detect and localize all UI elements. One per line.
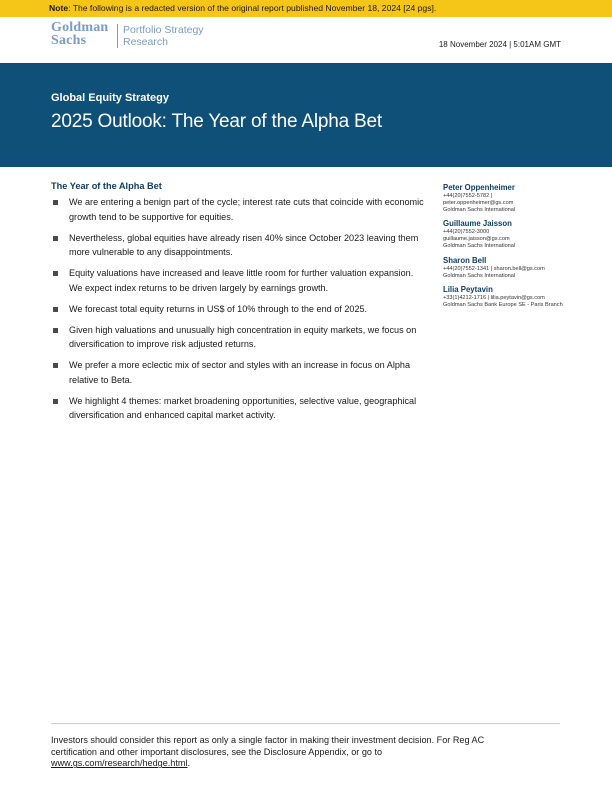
- summary-bullet-text: We highlight 4 themes: market broadening opportunities, selective value, geographical diversification and enhanced capital market activity.: [69, 395, 417, 421]
- square-bullet-icon: [53, 200, 58, 205]
- author-entry: [443, 256, 573, 280]
- square-bullet-icon: [53, 307, 58, 312]
- disclosure-text: Investors should consider this report as only a single factor in making their investment decision. For Reg AC certification and other important disclosures, see the Disclosure Appendix, or go to: [51, 735, 485, 757]
- author-name: Guillaume Jaisson: [443, 219, 512, 229]
- summary-bullet: [51, 394, 429, 423]
- report-title: 2025 Outlook: The Year of the Alpha Bet: [51, 111, 382, 132]
- author-contact[interactable]: +33(1)4212-1716 | lilia.peytavin@gs.com: [443, 295, 545, 302]
- summary-bullet-text: We prefer a more eclectic mix of sector and styles with an increase in focus on Alpha relative to Beta.: [69, 360, 411, 385]
- author-name: Sharon Bell: [443, 255, 487, 265]
- author-entry: [443, 183, 573, 213]
- author-phone: +44(20)7552-5782 |: [443, 193, 493, 199]
- publish-date: 18 November 2024 | 5:01AM GMT: [438, 40, 561, 49]
- square-bullet-icon: [53, 236, 58, 241]
- disclosure-footer: [51, 735, 511, 770]
- author-email[interactable]: guillaume.jaisson@gs.com: [443, 236, 510, 243]
- author-name: Peter Oppenheimer: [443, 183, 515, 192]
- author-entity: Goldman Sachs International: [443, 242, 516, 249]
- series-name: Global Equity Strategy: [51, 92, 169, 104]
- unit-line-2: Research: [123, 36, 168, 48]
- logo-line-goldman: Goldman: [51, 20, 109, 35]
- square-bullet-icon: [53, 363, 58, 368]
- summary-bullet: [51, 195, 429, 224]
- author-email[interactable]: peter.oppenheimer@gs.com: [443, 199, 514, 206]
- author-entry: [443, 219, 573, 249]
- logo-divider: [117, 24, 118, 48]
- square-bullet-icon: [53, 328, 58, 333]
- square-bullet-icon: [53, 271, 58, 276]
- summary-bullet-text: Equity valuations have increased and leave little room for further valuation expansion. We expect index returns to be driven largely by earnings growth.: [69, 268, 414, 293]
- square-bullet-icon: [53, 399, 58, 404]
- goldman-sachs-logo: [51, 22, 108, 47]
- author-entity: Goldman Sachs International: [443, 206, 516, 213]
- research-unit-label: [123, 24, 204, 48]
- summary-bullet-text: Nevertheless, global equities have already risen 40% since October 2023 leaving them more vulnerable to any disappointments.: [69, 232, 419, 258]
- summary-bullet: [51, 358, 429, 387]
- logo-line-sachs: Sachs: [51, 32, 87, 48]
- author-entry: [443, 285, 573, 309]
- disclosure-link[interactable]: www.gs.com/research/hedge.html: [51, 758, 188, 769]
- summary-bullet-text: We are entering a benign part of the cycle; interest rate cuts that coincide with economic growth tend to be supportive for equities.: [69, 197, 424, 222]
- summary-bullet-list: [51, 195, 429, 429]
- summary-bullet: [51, 323, 429, 352]
- note-text: : The following is a redacted version of the original report published November 18, 2024 [24 pgs].: [68, 3, 437, 13]
- summary-bullet: [51, 266, 429, 295]
- author-entity: Goldman Sachs Bank Europe SE - Paris Branch: [443, 302, 563, 309]
- footer-divider: [51, 723, 560, 724]
- author-name: Lilia Peytavin: [443, 285, 493, 295]
- summary-bullet: [51, 302, 429, 317]
- unit-line-1: Portfolio Strategy: [123, 24, 204, 36]
- summary-bullet: [51, 231, 429, 260]
- redaction-note: [49, 3, 436, 13]
- summary-bullet-text: We forecast total equity returns in US$ of 10% through to the end of 2025.: [69, 303, 368, 314]
- note-label: Note: [49, 3, 69, 13]
- disclosure-end: .: [187, 758, 190, 769]
- summary-heading: The Year of the Alpha Bet: [51, 181, 162, 191]
- author-list: [443, 183, 573, 315]
- author-contact[interactable]: +44(20)7552-1341 | sharon.bell@gs.com: [443, 265, 545, 272]
- author-phone: +44(20)7552-3000: [443, 229, 490, 236]
- summary-bullet-text: Given high valuations and unusually high concentration in equity markets, we focus on diversification to improve risk adjusted returns.: [69, 324, 417, 350]
- redaction-note-bar: [0, 0, 612, 17]
- author-entity: Goldman Sachs International: [443, 272, 516, 279]
